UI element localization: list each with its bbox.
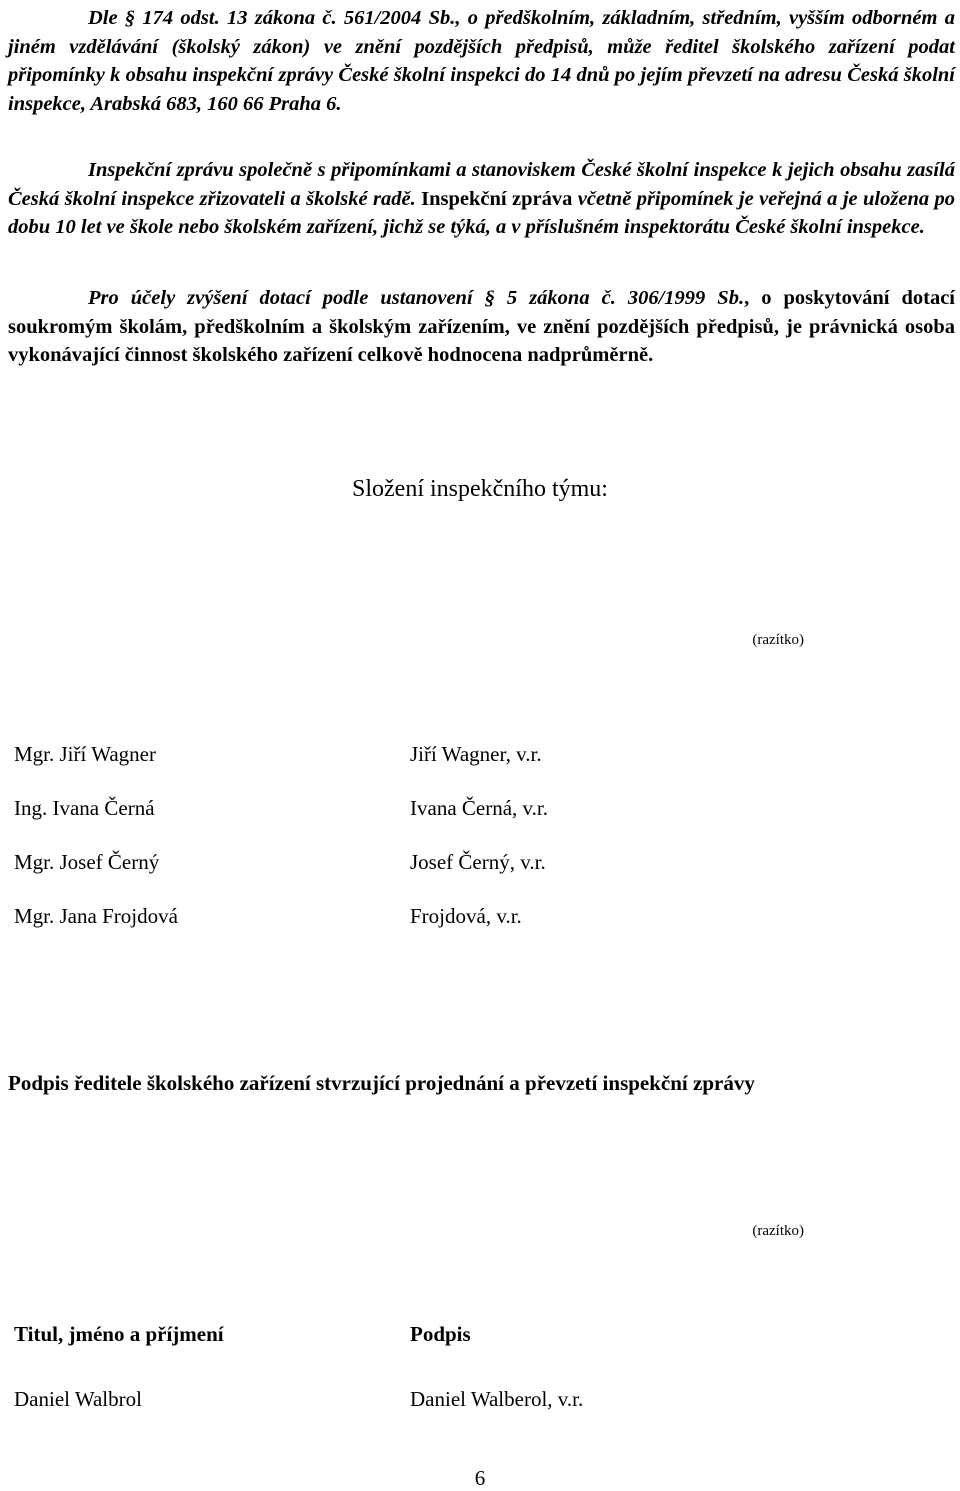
director-signature-label: Podpis <box>410 1322 471 1346</box>
paragraph-subsidy-italic: Pro účely zvýšení dotací podle ustanovení § 5 zákona č. 306/1999 Sb. <box>88 287 745 309</box>
team-member-signature: Ivana Černá, v.r. <box>410 796 548 820</box>
team-member-name: Ing. Ivana Černá <box>14 796 155 820</box>
director-name-label: Titul, jméno a příjmení <box>14 1322 224 1346</box>
paragraph-subsidy-upright: , o poskytování dotací soukromým školám, předškolním a školským zařízením, ve znění pozdějších předpisů, je právnická osoba vykonávající činnost školského zařízení celkově hodnocena nadprůměrně. <box>8 287 956 367</box>
team-member-name: Mgr. Josef Černý <box>14 850 160 874</box>
team-member-name: Mgr. Jiří Wagner <box>14 742 156 766</box>
team-stamp-placeholder: (razítko) <box>752 632 804 648</box>
team-member-signature: Frojdová, v.r. <box>410 904 522 928</box>
team-member-signature: Josef Černý, v.r. <box>410 850 546 874</box>
team-member-signature: Jiří Wagner, v.r. <box>410 742 542 766</box>
director-signature-heading: Podpis ředitele školského zařízení stvrzující projednání a převzetí inspekční zprávy <box>8 1071 755 1095</box>
paragraph-report-public-lead: Inspekční zpráva <box>421 187 573 210</box>
team-member-name: Mgr. Jana Frojdová <box>14 904 178 928</box>
page-number: 6 <box>474 1466 486 1490</box>
paragraph-report-distribution <box>8 156 955 242</box>
director-stamp-placeholder: (razítko) <box>752 1223 804 1239</box>
paragraph-subsidy-evaluation <box>8 284 955 370</box>
paragraph-report-distribution-italic: Inspekční zprávu společně s připomínkami a stanoviskem České školní inspekce k jejich obsahu zasílá Česká školní inspekce zřizovateli a školské radě. <box>8 159 955 210</box>
team-heading: Složení inspekčního týmu: <box>352 476 608 502</box>
paragraph-report-public-rest: včetně připomínek je veřejná a je uložena po dobu 10 let ve škole nebo školském zařízení, jichž se týká, a v příslušném inspektorátu České školní inspekce. <box>8 187 956 239</box>
director-signature: Daniel Walberol, v.r. <box>410 1387 584 1411</box>
paragraph-right-to-comment: Dle § 174 odst. 13 zákona č. 561/2004 Sb., o předškolním, základním, středním, vyšším odborném a jiném vzdělávání (školský zákon) ve znění pozdějších předpisů, může ředitel školského zařízení podat připomínky k obsahu inspekční zprávy České školní inspekci do 14 dnů po jejím převzetí na adresu Česká školní inspekce, Arabská 683, 160 66 Praha 6. <box>8 7 955 115</box>
director-name: Daniel Walbrol <box>14 1387 142 1411</box>
